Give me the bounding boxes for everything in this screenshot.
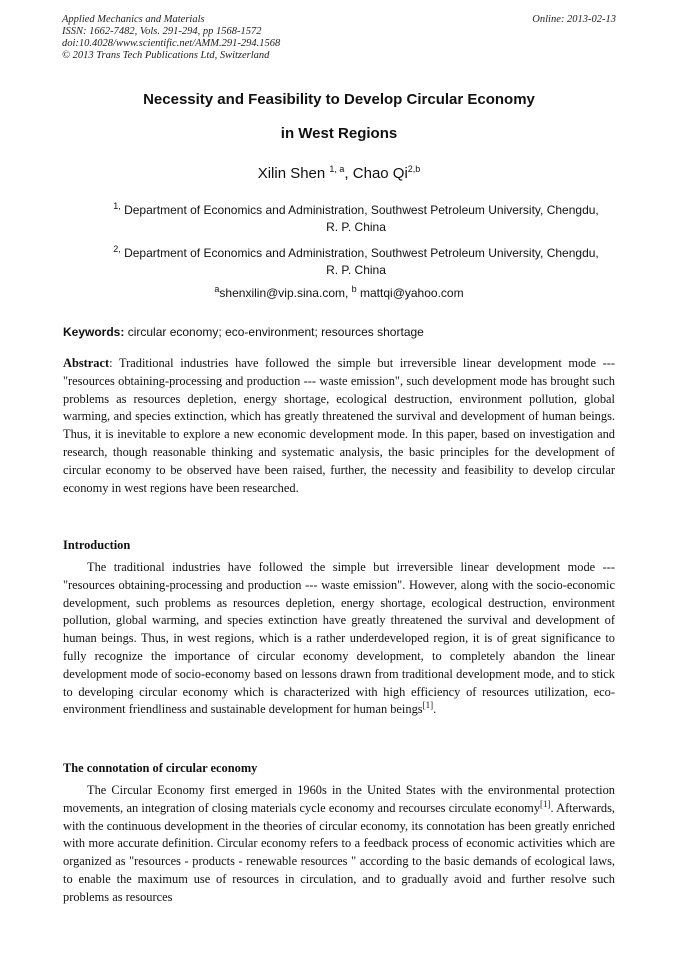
abstract-label: Abstract [63, 356, 110, 370]
affiliation-2-line2: R. P. China [326, 263, 386, 277]
email-b: mattqi@yahoo.com [360, 286, 464, 300]
author-2-sup: 2,b [407, 164, 421, 174]
connotation-heading: The connotation of circular economy [63, 761, 258, 775]
introduction-end: . [433, 702, 437, 717]
doi: doi:10.4028/www.scientific.net/AMM.291-294.1568 [62, 38, 281, 49]
connotation-text-2: . Afterwards, with the continuous development in the theories of circular economy, its connotation has been greatly enriched with more accurate definition. Circular economy refers to a feedback process of economic activities which are organized as "resources - products - renewable resources " according to the basic demands of ecological laws, to enable the maximum use of resources in circulation, and to gradually avoid and further resolve such problems as resources [63, 800, 615, 904]
affiliation-2 [96, 245, 616, 279]
affiliation-2-line1: Department of Economics and Administration, Southwest Petroleum University, Chengdu, [124, 246, 599, 260]
keywords-label: Keywords: [63, 325, 125, 339]
introduction-text: The traditional industries have followed the simple but irreversible linear development mode --- "resources obtaining-processing and production --- waste emission". However, along with the socio-economic development, such problems as resources depletion, energy shortage, ecological destruction, environment pollution, global warming, and species extinction have greatly threatened the survival and development of human beings. Thus, in west regions, which is a rather underdeveloped region, it is of great significance to fully recognize the importance of circular economy development, to completely abandon the linear development mode of socio-economy based on lessons drawn from traditional development mode, and to stick to developing circular economy which is characterized with high efficiency of resources utilization, eco-environment friendliness and sustainable development for human beings [63, 560, 615, 717]
affiliation-1-line2: R. P. China [326, 220, 386, 234]
copyright: © 2013 Trans Tech Publications Ltd, Switzerland [62, 50, 270, 61]
author-list [0, 165, 678, 182]
email-a: shenxilin@vip.sina.com, [219, 286, 352, 300]
abstract-text: : Traditional industries have followed the simple but irreversible linear development mode --- "resources obtaining-processing and production --- waste emission", such development mode has brought such problems as resources depletion, energy shortage, ecological destruction, environment pollution, global warming, and species extinction, which has greatly threatened the survival and development of human beings. Thus, it is inevitable to explore a new economic development mode. In this paper, based on investigation and research, though reasonable thinking and systematic analysis, the basic principles for the development of circular economy to be observed have been raised, further, the necessity and feasibility to develop circular economy in west regions have been researched. [63, 356, 615, 495]
introduction-paragraph [63, 559, 615, 719]
connotation-text-1: The Circular Economy first emerged in 1960s in the United States with the environmental protection movements, an integration of closing materials cycle economy and recourses circulate economy [63, 783, 615, 815]
email-a-sup: a [214, 284, 220, 294]
connotation-paragraph [63, 782, 615, 960]
paper-title-line2: in West Regions [280, 125, 398, 142]
affiliation-1-line1: Department of Economics and Administration, Southwest Petroleum University, Chengdu, [124, 203, 599, 217]
affiliation-2-sup: 2, [113, 244, 121, 254]
issn: ISSN: 1662-7482, Vols. 291-294, pp 1568-1572 [62, 26, 262, 37]
author-separator: , [344, 165, 353, 182]
introduction-heading: Introduction [63, 538, 131, 552]
author-1-sup: 1, a [329, 164, 345, 174]
author-2: Chao Qi [352, 165, 408, 182]
journal-name: Applied Mechanics and Materials [62, 14, 205, 25]
email-b-sup: b [351, 284, 357, 294]
keywords [63, 325, 424, 339]
paper-title-line1: Necessity and Feasibility to Develop Circular Economy [143, 91, 535, 108]
online-date: Online: 2013-02-13 [532, 14, 616, 25]
author-1: Xilin Shen [257, 165, 326, 182]
citation-2: [1] [540, 798, 551, 809]
keywords-text: circular economy; eco-environment; resources shortage [127, 325, 424, 339]
citation-1: [1] [422, 700, 434, 711]
email-line [0, 286, 678, 300]
journal-info [62, 14, 280, 62]
affiliation-1 [96, 202, 616, 236]
abstract [63, 355, 615, 497]
affiliation-1-sup: 1, [113, 201, 121, 211]
